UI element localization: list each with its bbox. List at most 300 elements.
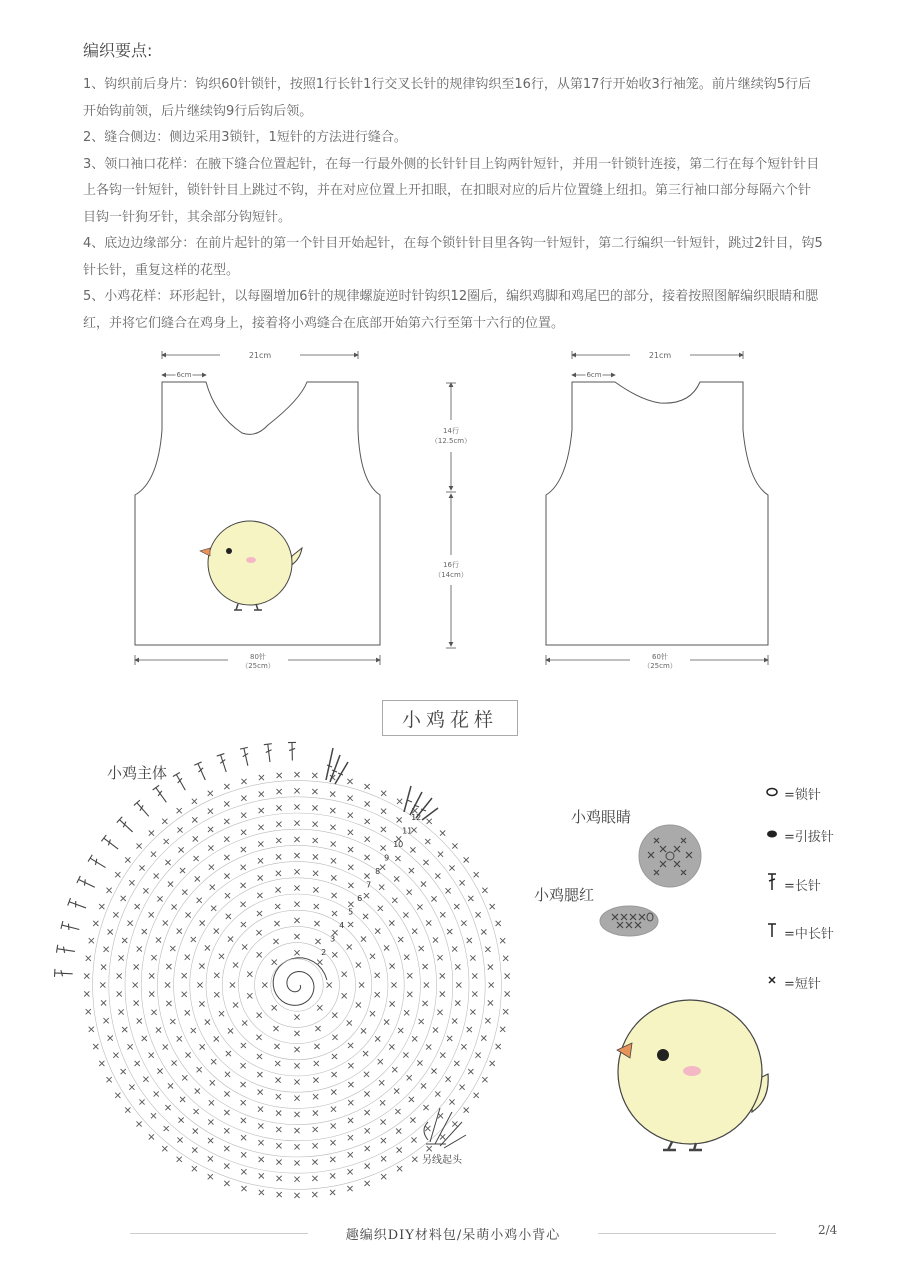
single-crochet-mark xyxy=(168,1083,173,1088)
single-crochet-mark xyxy=(317,1005,322,1010)
single-crochet-mark xyxy=(277,789,282,794)
single-crochet-mark xyxy=(134,1001,139,1006)
single-crochet-mark xyxy=(398,1028,403,1033)
single-crochet-mark xyxy=(224,837,229,842)
single-crochet-mark xyxy=(500,1027,505,1032)
legend-label: =短针 xyxy=(784,976,821,992)
single-crochet-mark xyxy=(412,1157,417,1162)
single-crochet-mark xyxy=(427,819,432,824)
single-crochet-mark xyxy=(461,1044,466,1049)
legend-chain xyxy=(762,783,821,803)
single-crochet-mark xyxy=(259,808,264,813)
single-crochet-mark xyxy=(313,871,318,876)
single-crochet-mark xyxy=(258,1107,263,1112)
single-crochet-mark xyxy=(224,1110,229,1115)
single-crochet-mark xyxy=(365,1128,370,1133)
single-crochet-mark xyxy=(294,1160,299,1165)
single-crochet-mark xyxy=(470,1009,475,1014)
single-crochet-mark xyxy=(365,1164,370,1169)
single-crochet-mark xyxy=(241,796,246,801)
single-crochet-mark xyxy=(208,845,213,850)
single-crochet-mark xyxy=(313,1127,318,1132)
single-crochet-mark xyxy=(332,952,337,957)
single-crochet-mark xyxy=(397,799,402,804)
single-crochet-mark xyxy=(364,1072,369,1077)
single-crochet-mark xyxy=(209,865,214,870)
single-crochet-mark xyxy=(208,1138,213,1143)
center-spiral xyxy=(273,958,327,1006)
single-crochet-mark xyxy=(195,1089,200,1094)
single-crochet-mark xyxy=(407,890,412,895)
single-crochet-mark xyxy=(199,964,204,969)
single-crochet-mark xyxy=(208,809,213,814)
single-crochet-mark xyxy=(390,964,395,969)
single-crochet-mark xyxy=(294,1063,299,1068)
back-shoulder-width: 6cm xyxy=(586,371,602,379)
single-crochet-mark xyxy=(272,1005,277,1010)
single-crochet-mark xyxy=(490,1061,495,1066)
single-crochet-mark xyxy=(490,904,495,909)
single-crochet-mark xyxy=(149,831,154,836)
single-crochet-mark xyxy=(312,805,317,810)
lower-rows: 16行 xyxy=(443,561,459,569)
single-crochet-mark xyxy=(276,822,281,827)
single-crochet-mark xyxy=(470,955,475,960)
single-crochet-mark xyxy=(241,1169,246,1174)
single-crochet-mark xyxy=(331,1107,336,1112)
tall-stitch-mark xyxy=(57,945,76,956)
round-number: 2 xyxy=(321,947,327,957)
round-number: 10 xyxy=(393,840,404,850)
single-crochet-mark xyxy=(481,1036,486,1041)
single-crochet-mark xyxy=(294,950,299,955)
single-crochet-mark xyxy=(233,1002,238,1007)
single-crochet-mark xyxy=(312,1160,317,1165)
single-crochet-mark xyxy=(365,1181,370,1186)
single-crochet-mark xyxy=(370,1011,375,1016)
tall-stitch-mark xyxy=(117,817,136,835)
single-crochet-mark xyxy=(172,904,177,909)
single-crochet-mark xyxy=(258,1140,263,1145)
single-crochet-mark xyxy=(403,912,408,917)
single-crochet-mark xyxy=(456,982,461,987)
single-crochet-mark xyxy=(276,1111,281,1116)
single-crochet-mark xyxy=(200,1044,205,1049)
single-crochet-mark xyxy=(485,1018,490,1023)
single-crochet-mark xyxy=(381,845,386,850)
single-crochet-mark xyxy=(182,890,187,895)
single-crochet-mark xyxy=(424,982,429,987)
single-crochet-mark xyxy=(262,982,267,987)
single-crochet-mark xyxy=(412,929,417,934)
note-5: 5、小鸡花样：环形起针，以每圈增加6针的规律螺旋逆时针钩织12圈后，编织鸡脚和鸡尾巴的部分，接着按照图解编织眼睛和腮红，并将它们缝合在鸡身上，接着将小鸡缝合在底部开始第六行至第十六行的位置。 xyxy=(83,289,819,331)
single-crochet-mark xyxy=(162,819,167,824)
single-crochet-mark xyxy=(440,992,445,997)
single-crochet-mark xyxy=(177,1157,182,1162)
single-crochet-mark xyxy=(331,1123,336,1128)
single-crochet-mark xyxy=(276,1127,281,1132)
single-crochet-mark xyxy=(208,827,213,832)
single-crochet-mark xyxy=(154,1091,159,1096)
single-crochet-mark xyxy=(446,1077,451,1082)
single-crochet-mark xyxy=(381,1138,386,1143)
lower-cm: （14cm） xyxy=(434,571,468,579)
single-crochet-mark xyxy=(348,865,353,870)
single-crochet-mark xyxy=(104,1018,109,1023)
single-crochet-mark xyxy=(294,853,299,858)
single-crochet-mark xyxy=(294,869,299,874)
single-crochet-mark xyxy=(241,1186,246,1191)
single-crochet-mark xyxy=(197,982,202,987)
single-crochet-mark xyxy=(241,865,246,870)
single-crochet-mark xyxy=(419,946,424,951)
single-crochet-mark xyxy=(431,896,436,901)
single-crochet-mark xyxy=(460,880,465,885)
note-3: 3、领口袖口花样：在腋下缝合位置起针，在每一行最外侧的长针针目上钩两针短针，并用一针锁针连接，第二行在每个短针针目上各钩一针短针，锁针针目上跳过不钩，并在对应位置上开扣眼，在扣眼对应的后片位置缝上纽扣。第三行袖口部分每隔六个针目钩一针狗牙针，其余部分钩短针。 xyxy=(83,156,820,225)
single-crochet-mark xyxy=(409,868,414,873)
single-crochet-mark xyxy=(259,1173,264,1178)
single-crochet-mark xyxy=(241,1135,246,1140)
single-crochet-mark xyxy=(170,1019,175,1024)
chick-eye-label: 小鸡眼睛 xyxy=(571,808,632,826)
single-crochet-mark xyxy=(397,817,402,822)
tall-stitch-mark xyxy=(134,800,152,819)
single-crochet-mark xyxy=(364,1091,369,1096)
single-crochet-mark xyxy=(258,1090,263,1095)
single-crochet-mark xyxy=(211,1059,216,1064)
tall-stitch-mark xyxy=(55,969,73,978)
single-crochet-mark xyxy=(452,1121,457,1126)
single-crochet-mark xyxy=(317,960,322,965)
single-crochet-mark xyxy=(330,825,335,830)
single-crochet-mark xyxy=(192,799,197,804)
single-crochet-mark xyxy=(348,1135,353,1140)
single-crochet-mark xyxy=(348,1169,353,1174)
single-crochet-mark xyxy=(277,1192,282,1197)
single-crochet-mark xyxy=(247,993,252,998)
single-crochet-mark xyxy=(224,784,229,789)
single-crochet-mark xyxy=(363,1051,368,1056)
single-crochet-mark xyxy=(347,779,352,784)
single-crochet-mark xyxy=(348,883,353,888)
single-crochet-mark xyxy=(258,825,263,830)
single-crochet-mark xyxy=(433,1027,438,1032)
tall-stitch-mark xyxy=(288,742,296,760)
single-crochet-mark xyxy=(294,1112,299,1117)
single-crochet-mark xyxy=(151,852,156,857)
single-crochet-mark xyxy=(276,1160,281,1165)
tall-stitch-mark xyxy=(61,921,80,933)
single-crochet-mark xyxy=(476,912,481,917)
ring-guide xyxy=(255,943,340,1028)
single-crochet-mark xyxy=(348,902,353,907)
footer-divider-left xyxy=(130,1233,308,1234)
single-crochet-mark xyxy=(440,912,445,917)
back-top-width: 21cm xyxy=(648,351,672,360)
single-crochet-mark xyxy=(380,1100,385,1105)
single-crochet-mark xyxy=(410,1118,415,1123)
single-crochet-mark xyxy=(125,857,130,862)
cross-icon xyxy=(762,974,782,990)
single-crochet-mark xyxy=(363,914,368,919)
single-crochet-mark xyxy=(381,1156,386,1161)
page-number: 2/4 xyxy=(818,1223,838,1237)
footer xyxy=(0,1224,906,1242)
single-crochet-mark xyxy=(277,1176,282,1181)
single-crochet-mark xyxy=(474,1093,479,1098)
single-crochet-mark xyxy=(193,836,198,841)
single-crochet-mark xyxy=(214,929,219,934)
single-crochet-mark xyxy=(273,939,278,944)
single-crochet-mark xyxy=(294,1047,299,1052)
dot-icon xyxy=(762,828,782,843)
single-crochet-mark xyxy=(192,817,197,822)
single-crochet-mark xyxy=(410,847,415,852)
round-number: 7 xyxy=(366,880,372,890)
single-crochet-mark xyxy=(275,904,280,909)
single-crochet-mark xyxy=(151,1010,156,1015)
single-crochet-mark xyxy=(108,929,113,934)
single-crochet-mark xyxy=(461,921,466,926)
single-crochet-mark xyxy=(348,796,353,801)
front-top-width: 21cm xyxy=(248,351,272,360)
single-crochet-mark xyxy=(435,873,440,878)
single-crochet-mark xyxy=(107,1077,112,1082)
single-crochet-mark xyxy=(460,1085,465,1090)
single-crochet-mark xyxy=(379,1080,384,1085)
single-crochet-mark xyxy=(121,1069,126,1074)
single-crochet-mark xyxy=(275,1061,280,1066)
single-crochet-mark xyxy=(163,1044,168,1049)
single-crochet-mark xyxy=(195,876,200,881)
single-crochet-mark xyxy=(397,1148,402,1153)
single-crochet-mark xyxy=(361,1028,366,1033)
single-crochet-mark xyxy=(228,1028,233,1033)
single-crochet-mark xyxy=(365,784,370,789)
single-crochet-mark xyxy=(455,964,460,969)
single-crochet-mark xyxy=(359,982,364,987)
legend-slip-stitch xyxy=(762,825,834,845)
single-crochet-mark xyxy=(177,1036,182,1041)
single-crochet-mark xyxy=(214,1036,219,1041)
single-crochet-mark xyxy=(199,1001,204,1006)
single-crochet-mark xyxy=(205,1020,210,1025)
legend-label: =引拔针 xyxy=(784,829,834,845)
single-crochet-mark xyxy=(426,920,431,925)
single-crochet-mark xyxy=(177,808,182,813)
single-crochet-mark xyxy=(392,898,397,903)
single-crochet-mark xyxy=(241,830,246,835)
single-crochet-mark xyxy=(143,888,148,893)
single-crochet-mark xyxy=(276,1143,281,1148)
single-crochet-mark xyxy=(365,1146,370,1151)
single-crochet-mark xyxy=(294,1096,299,1101)
single-crochet-mark xyxy=(276,871,281,876)
single-crochet-mark xyxy=(427,1146,432,1151)
single-crochet-mark xyxy=(93,1044,98,1049)
single-crochet-mark xyxy=(230,982,235,987)
single-crochet-mark xyxy=(185,1010,190,1015)
single-crochet-mark xyxy=(438,852,443,857)
single-crochet-mark xyxy=(440,1053,445,1058)
single-crochet-mark xyxy=(375,929,380,934)
single-crochet-mark xyxy=(151,955,156,960)
single-crochet-mark xyxy=(157,1069,162,1074)
single-crochet-mark xyxy=(219,954,224,959)
single-crochet-mark xyxy=(431,1069,436,1074)
single-crochet-mark xyxy=(500,938,505,943)
single-crochet-mark xyxy=(224,1181,229,1186)
single-crochet-mark xyxy=(381,1119,386,1124)
single-crochet-mark xyxy=(165,1105,170,1110)
single-crochet-mark xyxy=(165,982,170,987)
single-crochet-mark xyxy=(365,837,370,842)
single-crochet-mark xyxy=(331,1090,336,1095)
single-crochet-mark xyxy=(194,856,199,861)
single-crochet-mark xyxy=(332,1035,337,1040)
single-crochet-mark xyxy=(134,964,139,969)
single-crochet-mark xyxy=(241,1152,246,1157)
single-crochet-mark xyxy=(259,775,264,780)
ring-guide xyxy=(93,781,502,1190)
single-crochet-mark xyxy=(128,1044,133,1049)
single-crochet-mark xyxy=(139,1099,144,1104)
single-crochet-mark xyxy=(214,973,219,978)
single-crochet-mark xyxy=(342,993,347,998)
single-crochet-mark xyxy=(224,874,229,879)
single-crochet-mark xyxy=(226,914,231,919)
single-crochet-mark xyxy=(314,904,319,909)
round-number: 11 xyxy=(402,826,413,836)
tall-stitch-mark xyxy=(217,754,230,774)
single-crochet-mark xyxy=(272,960,277,965)
single-crochet-mark xyxy=(276,1094,281,1099)
single-crochet-mark xyxy=(446,888,451,893)
single-crochet-mark xyxy=(224,1164,229,1169)
single-crochet-mark xyxy=(172,1060,177,1065)
single-crochet-mark xyxy=(447,1036,452,1041)
single-crochet-mark xyxy=(166,1001,171,1006)
single-crochet-mark xyxy=(440,831,445,836)
single-crochet-mark xyxy=(332,893,337,898)
back-bottom-stitches: 60针 xyxy=(652,653,668,661)
single-crochet-mark xyxy=(505,991,510,996)
single-crochet-mark xyxy=(113,912,118,917)
single-crochet-mark xyxy=(331,841,336,846)
single-crochet-mark xyxy=(294,837,299,842)
single-crochet-mark xyxy=(100,982,105,987)
single-crochet-mark xyxy=(330,1173,335,1178)
round-number: 8 xyxy=(375,867,381,877)
single-crochet-mark xyxy=(356,962,361,967)
single-crochet-mark xyxy=(241,1100,246,1105)
chick-illustration xyxy=(617,1000,768,1150)
single-crochet-mark xyxy=(348,1118,353,1123)
single-crochet-mark xyxy=(485,947,490,952)
tall-stitch-mark xyxy=(88,855,108,871)
single-crochet-mark xyxy=(257,952,262,957)
single-crochet-mark xyxy=(208,1174,213,1179)
single-crochet-mark xyxy=(496,1044,501,1049)
note-2: 2、缝合侧边：侧边采用3锁针，1短针的方法进行缝合。 xyxy=(83,130,407,145)
single-crochet-mark xyxy=(133,982,138,987)
single-crochet-mark xyxy=(113,1053,118,1058)
single-crochet-mark xyxy=(241,1043,246,1048)
single-crochet-mark xyxy=(129,1085,134,1090)
upper-cm: （12.5cm） xyxy=(430,437,472,445)
single-crochet-mark xyxy=(452,1018,457,1023)
single-crochet-mark xyxy=(327,982,332,987)
single-crochet-mark xyxy=(182,1075,187,1080)
double-crochet-icon xyxy=(762,872,782,896)
single-crochet-mark xyxy=(276,1078,281,1083)
single-crochet-mark xyxy=(86,956,91,961)
single-crochet-mark xyxy=(312,789,317,794)
single-crochet-mark xyxy=(361,937,366,942)
single-crochet-mark xyxy=(481,929,486,934)
single-crochet-mark xyxy=(241,847,246,852)
single-crochet-mark xyxy=(149,1134,154,1139)
single-crochet-mark xyxy=(407,992,412,997)
ring-guide xyxy=(157,845,436,1124)
single-crochet-mark xyxy=(294,804,299,809)
single-crochet-mark xyxy=(84,991,89,996)
single-crochet-mark xyxy=(294,1031,299,1036)
single-crochet-mark xyxy=(117,973,122,978)
legend-label: =中长针 xyxy=(784,926,834,942)
front-shoulder-width: 6cm xyxy=(176,371,192,379)
single-crochet-mark xyxy=(426,1044,431,1049)
footer-divider-right xyxy=(598,1233,776,1234)
single-crochet-mark xyxy=(425,1126,430,1131)
single-crochet-mark xyxy=(101,1000,106,1005)
single-crochet-mark xyxy=(276,805,281,810)
single-crochet-mark xyxy=(139,865,144,870)
single-crochet-mark xyxy=(86,1009,91,1014)
single-crochet-mark xyxy=(381,827,386,832)
single-crochet-mark xyxy=(472,991,477,996)
single-crochet-mark xyxy=(331,875,336,880)
single-crochet-mark xyxy=(224,819,229,824)
single-crochet-mark xyxy=(192,1166,197,1171)
single-crochet-mark xyxy=(294,788,299,793)
single-crochet-mark xyxy=(276,887,281,892)
single-crochet-mark xyxy=(208,791,213,796)
single-crochet-mark xyxy=(179,847,184,852)
single-crochet-mark xyxy=(274,921,279,926)
single-crochet-mark xyxy=(347,944,352,949)
single-crochet-mark xyxy=(164,839,169,844)
spiral-rings xyxy=(84,772,510,1198)
single-crochet-mark xyxy=(294,934,299,939)
single-crochet-mark xyxy=(225,1072,230,1077)
back-bottom-cm: （25cm） xyxy=(643,662,677,670)
single-crochet-mark xyxy=(257,1072,262,1077)
single-crochet-mark xyxy=(440,1134,445,1139)
single-crochet-mark xyxy=(177,929,182,934)
single-crochet-mark xyxy=(348,847,353,852)
single-crochet-mark xyxy=(496,921,501,926)
tall-stitch-mark xyxy=(194,762,209,782)
round-number: 9 xyxy=(384,853,390,863)
single-crochet-mark xyxy=(364,874,369,879)
single-crochet-mark xyxy=(180,1097,185,1102)
single-crochet-mark xyxy=(452,843,457,848)
single-crochet-mark xyxy=(168,882,173,887)
single-crochet-mark xyxy=(84,974,89,979)
single-crochet-mark xyxy=(384,1020,389,1025)
single-crochet-mark xyxy=(180,868,185,873)
